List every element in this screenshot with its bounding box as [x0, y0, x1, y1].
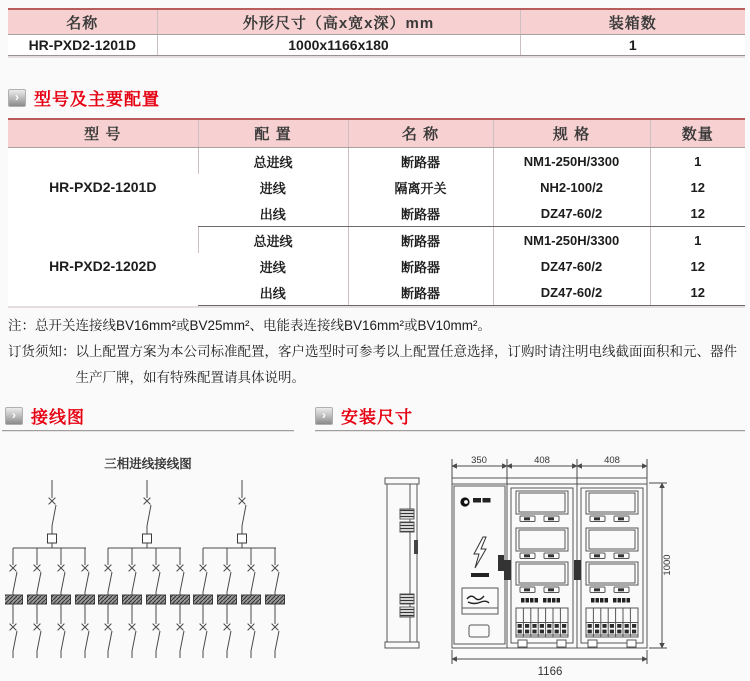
- spec-col-size: 外形尺寸（高x宽x深）mm: [157, 9, 520, 35]
- config-col-name: 名 称: [348, 119, 493, 148]
- vent-grille: [400, 607, 414, 617]
- cabinet-front-view: [452, 478, 647, 648]
- wiring-diagram: [5, 437, 305, 679]
- cell-spec: NH2-100/2: [493, 174, 650, 200]
- spec-qty: 1: [520, 35, 745, 56]
- note-line: 注：总开关连接线BV16mm²或BV25mm²、电能表连接线BV16mm²或BV10mm²。: [8, 318, 492, 333]
- dim-label-1166: 1166: [537, 666, 563, 678]
- cell-name: 断路器: [348, 227, 493, 254]
- cell-qty: 12: [650, 200, 745, 227]
- cell-spec: DZ47-60/2: [493, 253, 650, 279]
- dim-label-1000: 1000: [662, 554, 673, 576]
- cell-qty: 1: [650, 227, 745, 254]
- chevron-icon: ›: [315, 407, 333, 425]
- model-cell: HR-PXD2-1201D: [8, 148, 198, 227]
- installation-drawing: [315, 437, 748, 681]
- wiring-diagram-title: 三相进线接线图: [104, 457, 192, 471]
- chevron-icon: ›: [5, 407, 23, 425]
- spec-size: 1000x1166x180: [157, 35, 520, 56]
- cell-qty: 1: [650, 148, 745, 175]
- spec-col-name: 名称: [8, 9, 157, 35]
- cabinet-side-view: [385, 478, 419, 648]
- cell-config: 出线: [198, 200, 348, 227]
- cell-spec: DZ47-60/2: [493, 279, 650, 306]
- section-lock: [504, 560, 511, 580]
- spec-table-header-row: [8, 9, 745, 35]
- chevron-icon: ›: [8, 89, 26, 107]
- order-note-text: 以上配置方案为本公司标准配置，客户选型时可参考以上配置任意选择，订购时请注明电线截面面积和元、器件生产厂牌，如有特殊配置请具体说明。: [75, 344, 737, 385]
- cell-config: 出线: [198, 279, 348, 306]
- cell-config: 进线: [198, 174, 348, 200]
- meter-section: [581, 488, 643, 647]
- section-wiring-header: [5, 403, 85, 428]
- vent-grille: [400, 522, 414, 532]
- section-install-title: 安装尺寸: [341, 408, 413, 427]
- cell-config: 总进线: [198, 227, 348, 254]
- table-row: [8, 227, 745, 254]
- dim-label-408-right: 408: [604, 455, 620, 466]
- wiring-underline: [2, 430, 294, 431]
- config-col-qty: 数量: [650, 119, 745, 148]
- section-install-header: [315, 403, 413, 428]
- document-pocket: [462, 588, 498, 614]
- cell-name: 断路器: [348, 148, 493, 175]
- cell-spec: NM1-250H/3300: [493, 227, 650, 254]
- lightning-bolt-icon: [474, 537, 486, 568]
- dim-label-408-left: 408: [534, 455, 550, 466]
- cell-name: 隔离开关: [348, 174, 493, 200]
- cell-name: 断路器: [348, 253, 493, 279]
- section-wiring-title: 接线图: [31, 408, 85, 427]
- section-config-title: 型号及主要配置: [34, 90, 160, 109]
- brand-text: [483, 498, 491, 503]
- pocket-label-scribble: [467, 596, 489, 604]
- brand-text: [473, 498, 481, 503]
- spec-table-row: [8, 35, 745, 56]
- spec-table: [8, 8, 745, 56]
- spec-model: HR-PXD2-1201D: [8, 35, 157, 56]
- wiring-feeder-group: [99, 480, 190, 658]
- door-lock: [498, 555, 504, 571]
- cell-config: 总进线: [198, 148, 348, 175]
- notes-block: [8, 313, 745, 391]
- model-cell: HR-PXD2-1202D: [8, 227, 198, 306]
- config-col-model: 型 号: [8, 119, 198, 148]
- wiring-feeder-group: [5, 480, 95, 658]
- dim-label-350: 350: [471, 455, 487, 466]
- cell-name: 断路器: [348, 279, 493, 306]
- section-config-header: [8, 85, 160, 110]
- cell-qty: 12: [650, 174, 745, 200]
- vent-grille: [400, 509, 414, 519]
- cell-spec: DZ47-60/2: [493, 200, 650, 227]
- cabinet-door: [454, 486, 505, 644]
- config-col-spec: 规 格: [493, 119, 650, 148]
- order-note: [8, 339, 745, 391]
- config-table: [8, 118, 745, 306]
- section-lock: [574, 560, 581, 580]
- side-handle: [414, 540, 418, 554]
- cell-qty: 12: [650, 253, 745, 279]
- door-latch-plate: [469, 625, 489, 637]
- vent-grille: [400, 594, 414, 604]
- wiring-feeder-group: [194, 480, 285, 658]
- warning-text: [471, 573, 489, 577]
- config-col-config: 配 置: [198, 119, 348, 148]
- table-row: [8, 148, 745, 175]
- cell-config: 进线: [198, 253, 348, 279]
- spec-col-qty: 装箱数: [520, 9, 745, 35]
- config-table-header-row: [8, 119, 745, 148]
- order-note-label: 订货须知：: [8, 344, 76, 359]
- meter-section: [511, 488, 573, 647]
- cell-qty: 12: [650, 279, 745, 306]
- install-underline: [315, 430, 745, 431]
- cell-name: 断路器: [348, 200, 493, 227]
- cell-spec: NM1-250H/3300: [493, 148, 650, 175]
